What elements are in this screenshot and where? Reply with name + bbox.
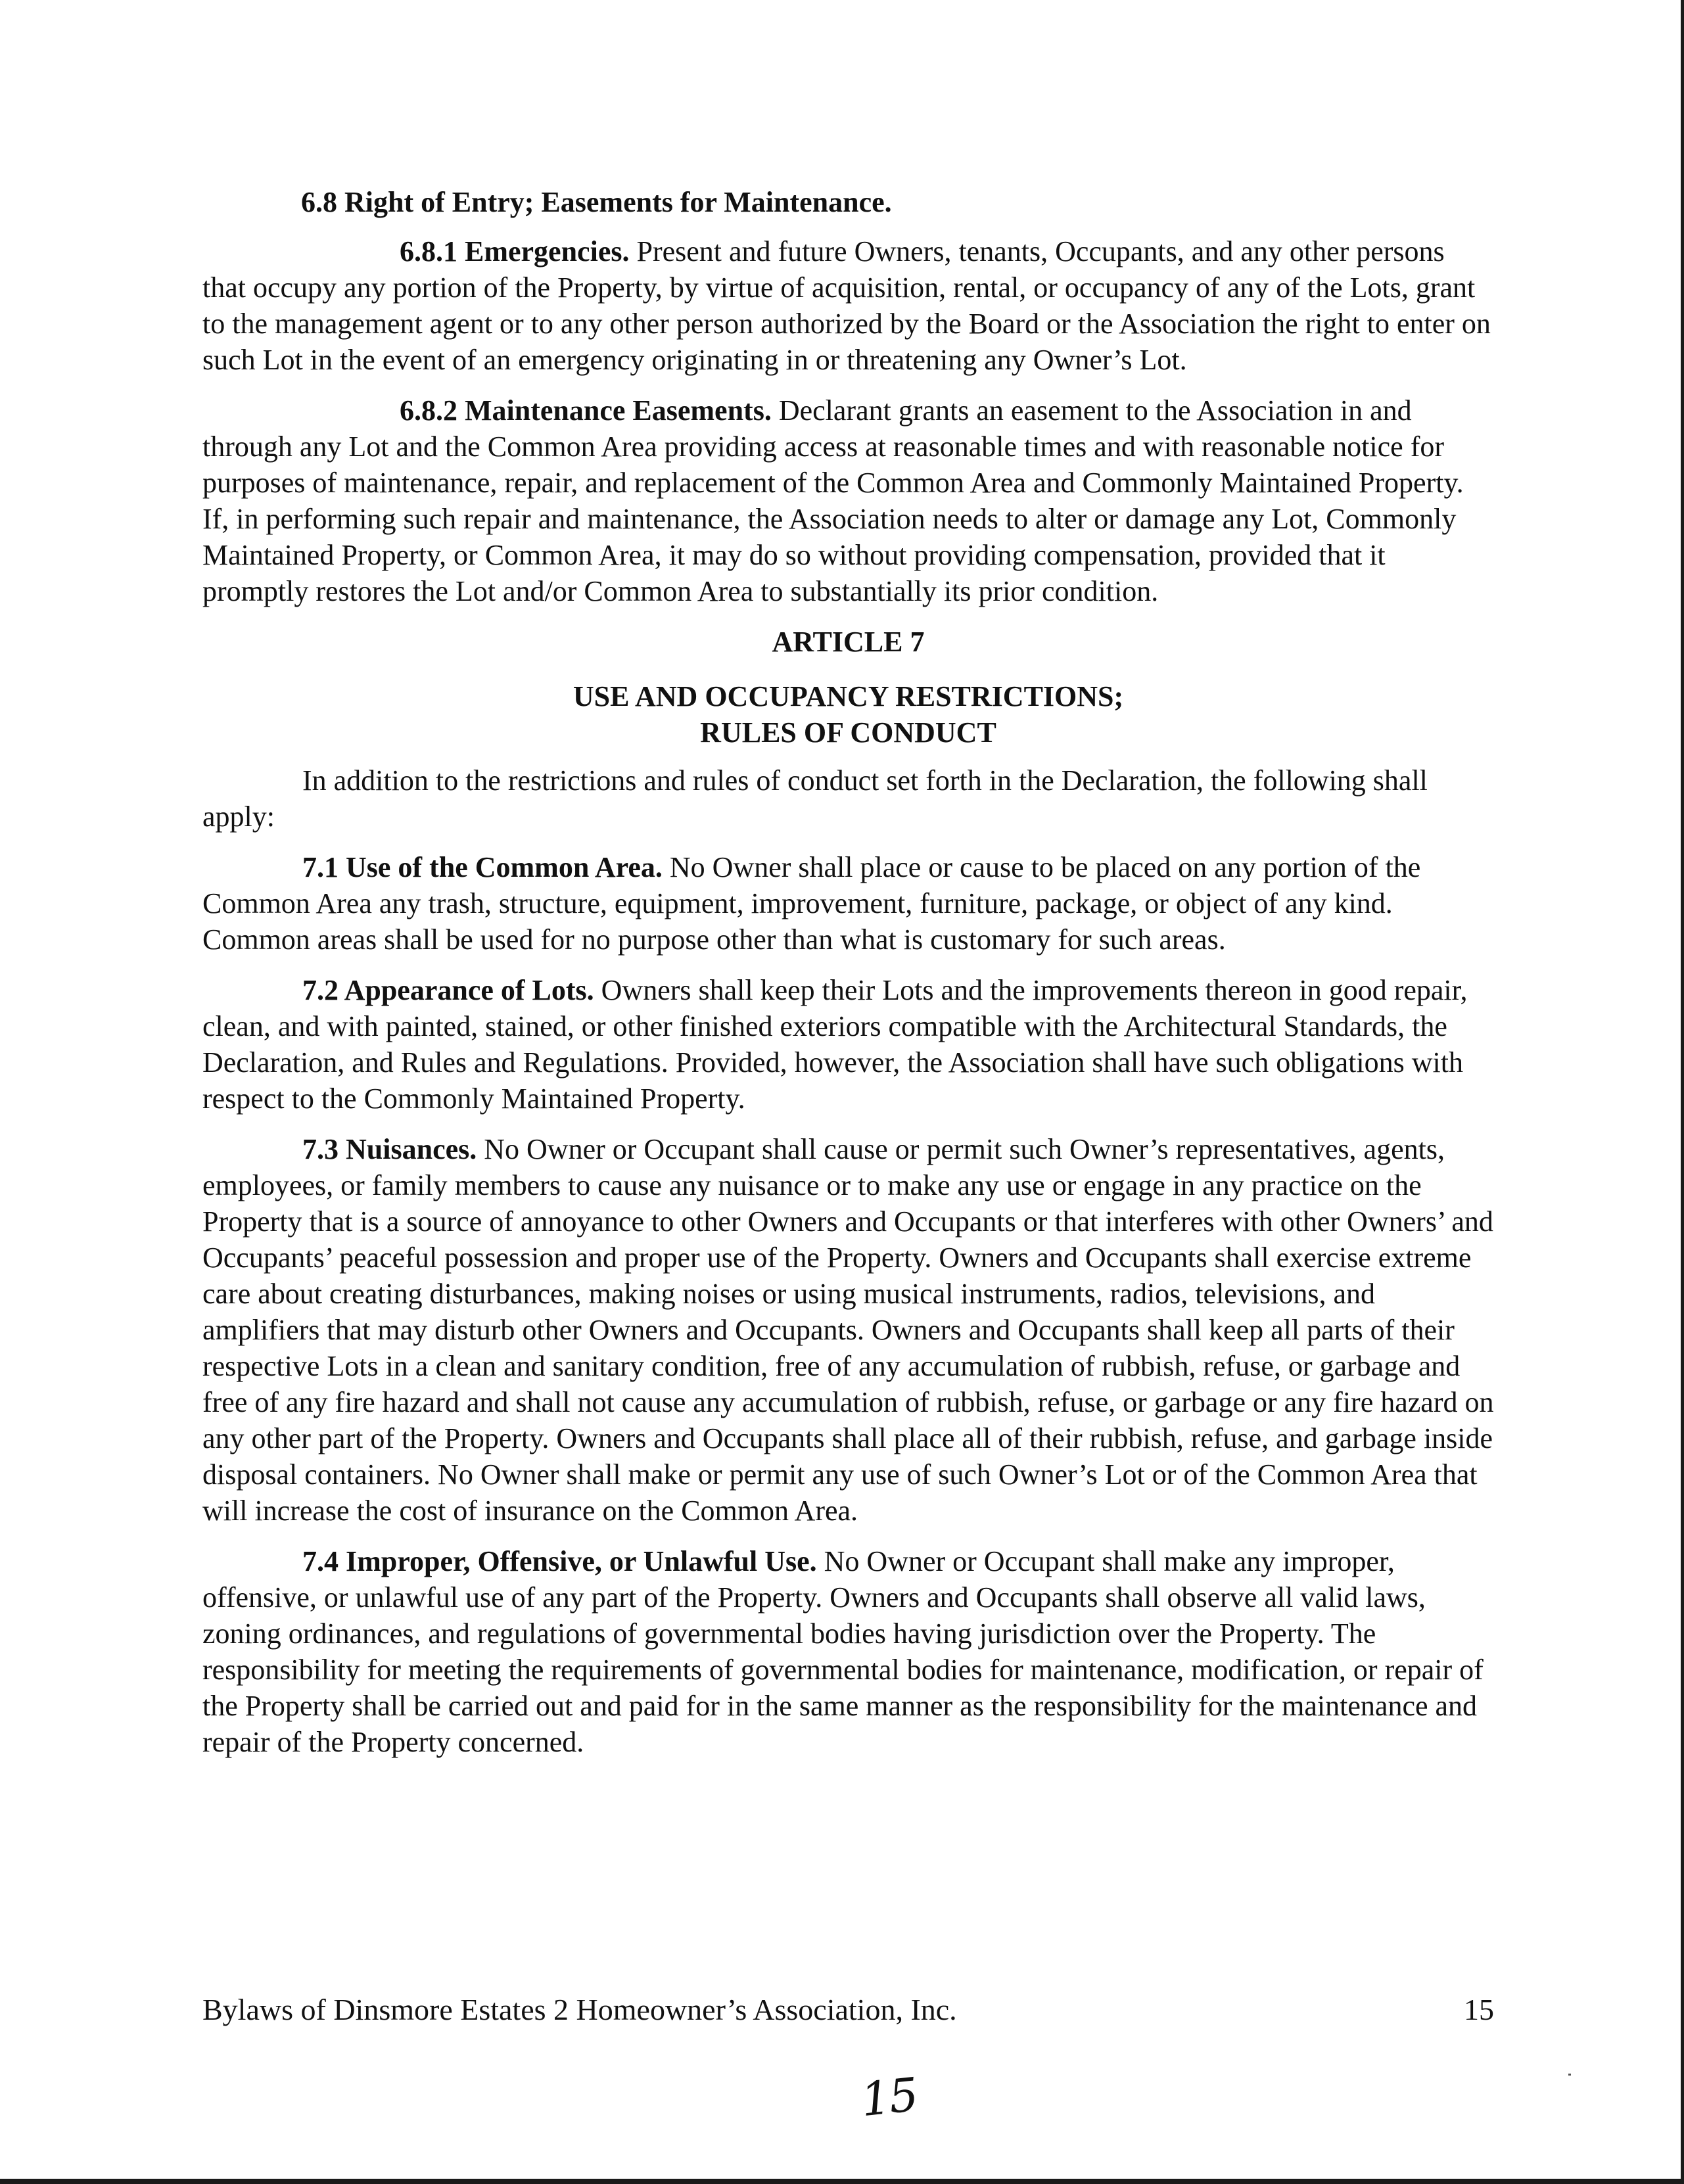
paragraph-7-1: [202, 849, 1494, 958]
paragraph-text-7-2: Owners shall keep their Lots and the improvements thereon in good repair, clean, and with painted, stained, or other finished exteriors compatible with the Architectural Standards, the Declaration, and Rules and Regulations. Provided, however, the Association shall have such obligations with respect to the Commonly Maintained Property.: [202, 974, 1468, 1115]
paragraph-6-8-2: [202, 392, 1494, 609]
handwritten-page-number: 15: [858, 2067, 920, 2127]
footer-page-number: 15: [1464, 1993, 1494, 2026]
paragraph-7-4: [202, 1543, 1494, 1760]
scan-edge-bottom: [0, 2179, 1684, 2184]
paragraph-text-7-1: No Owner shall place or cause to be placed on any portion of the Common Area any trash, structure, equipment, improvement, furniture, package, or object of any kind. Common areas shall be used for no purpose other than what is customary for such areas.: [202, 851, 1421, 956]
paragraph-6-8-1: [202, 233, 1494, 378]
paragraph-7-2: [202, 972, 1494, 1117]
paragraph-text-7-4: No Owner or Occupant shall make any improper, offensive, or unlawful use of any part of the Property. Owners and Occupants shall observe all valid laws, zoning ordinances, and regulations of governmental bodies having jurisdiction over the Property. The responsibility for meeting the requirements of governmental bodies for maintenance, modification, or repair of the Property shall be carried out and paid for in the same manner as the responsibility for the maintenance and repair of the Property concerned.: [202, 1545, 1484, 1758]
article-intro: In addition to the restrictions and rules of conduct set forth in the Declaration, the following shall apply:: [202, 764, 1428, 833]
scan-edge-right: [1681, 0, 1684, 2184]
paragraph-title-7-2: 7.2 Appearance of Lots.: [302, 974, 594, 1006]
paragraph-7-3: [202, 1131, 1494, 1529]
article-number: ARTICLE 7: [772, 626, 925, 658]
document-body: [202, 184, 1494, 1775]
paragraph-text-6-8-1: Present and future Owners, tenants, Occupants, and any other persons that occupy any portion of the Property, by virtue of acquisition, rental, or occupancy of any of the Lots, grant to the management agent or to any other person authorized by the Board or the Association the right to enter on such Lot in the event of an emergency originating in or threatening any Owner’s Lot.: [202, 235, 1491, 376]
paragraph-text-7-3: No Owner or Occupant shall cause or permit such Owner’s representatives, agents, employees, or family members to cause any nuisance or to make any use or engage in any practice on the Property that is a source of annoyance to other Owners and Occupants or that interferes with other Owners’ and Occupants’ peaceful possession and proper use of the Property. Owners and Occupants shall exercise extreme care about creating disturbances, making noises or using musical instruments, radios, televisions, and amplifiers that may disturb other Owners and Occupants. Owners and Occupants shall keep all parts of their respective Lots in a clean and sanitary condition, free of any accumulation of rubbish, refuse, or garbage and free of any fire hazard and shall not cause any accumulation of rubbish, refuse, or garbage or any fire hazard on any other part of the Property. Owners and Occupants shall place all of their rubbish, refuse, and garbage inside disposal containers. No Owner shall make or permit any use of such Owner’s Lot or of the Common Area that will increase the cost of insurance on the Common Area.: [202, 1133, 1494, 1527]
footer-document-title: Bylaws of Dinsmore Estates 2 Homeowner’s Association, Inc.: [202, 1993, 957, 2026]
paragraph-title-7-4: 7.4 Improper, Offensive, or Unlawful Use.: [302, 1545, 817, 1577]
article-title: [202, 678, 1494, 751]
scan-speck: [1568, 2074, 1571, 2076]
paragraph-title-6-8-1: 6.8.1 Emergencies.: [400, 235, 630, 267]
article-title-line-1: USE AND OCCUPANCY RESTRICTIONS;: [573, 680, 1124, 712]
paragraph-title-7-1: 7.1 Use of the Common Area.: [302, 851, 663, 883]
paragraph-title-7-3: 7.3 Nuisances.: [302, 1133, 477, 1165]
article-title-line-2: RULES OF CONDUCT: [700, 716, 996, 749]
paragraph-text-6-8-2: Declarant grants an easement to the Association in and through any Lot and the Common Area providing access at reasonable times and with reasonable notice for purposes of maintenance, repair, and replacement of the Common Area and Commonly Maintained Property. If, in performing such repair and maintenance, the Association needs to alter or damage any Lot, Commonly Maintained Property, or Common Area, it may do so without providing compensation, provided that it promptly restores the Lot and/or Common Area to substantially its prior condition.: [202, 394, 1464, 607]
section-heading-6-8: 6.8 Right of Entry; Easements for Maintenance.: [301, 186, 892, 218]
paragraph-title-6-8-2: 6.8.2 Maintenance Easements.: [400, 394, 772, 427]
